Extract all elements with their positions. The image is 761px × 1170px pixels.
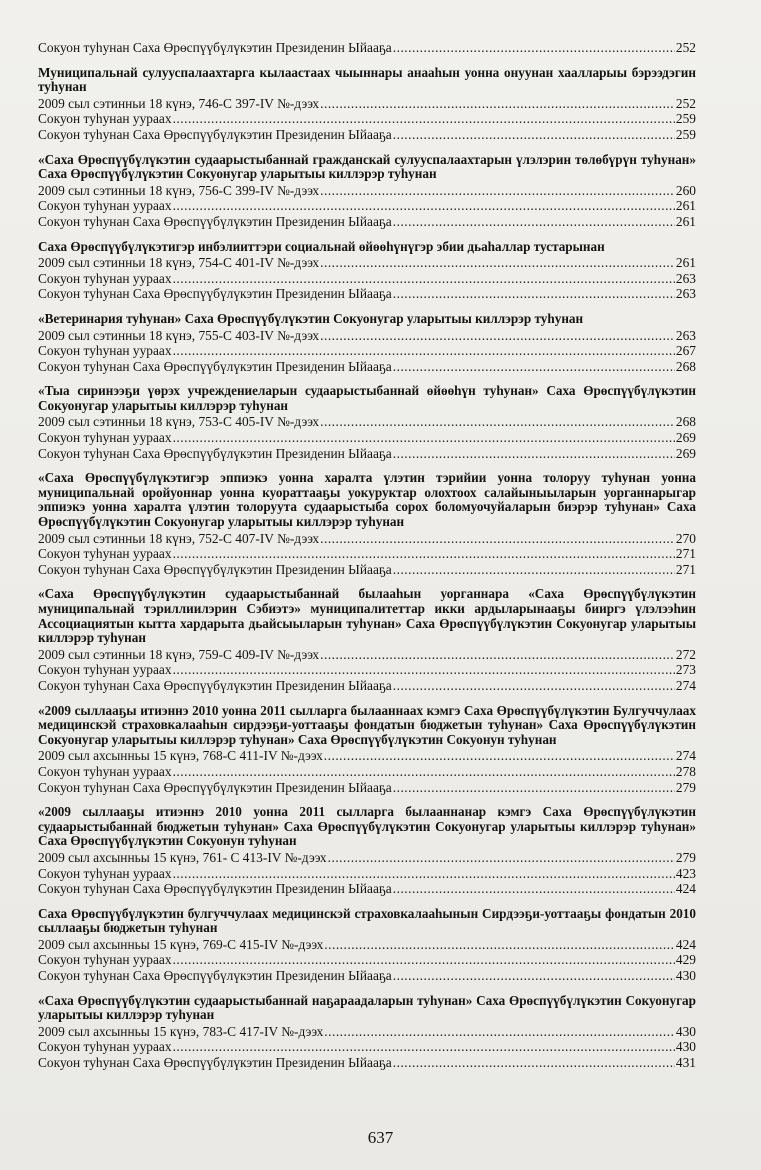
dot-leader [320, 414, 675, 430]
dot-leader [393, 359, 675, 375]
toc-entry [38, 255, 696, 271]
section-heading: «Саха Өрөспүүбүлүкэтин судаарыстыбаннай гражданскай сулууспалаахтарын үлэлэрин төлөбүрүн туһунан» Саха Өрөспүүбүлүкэтин Сокуонугар уларытыы киллэрэр туһунан [38, 151, 696, 182]
toc-entry-label: 2009 сыл сэтинньи 18 күнэ, 746-С 397-IV №-дээх [38, 95, 320, 111]
toc-entry-page: 424 [675, 936, 696, 952]
toc-entry-page: 423 [675, 865, 696, 881]
toc-entry-page: 272 [675, 646, 696, 662]
toc-entry-page: 263 [675, 286, 696, 302]
dot-leader [320, 96, 675, 112]
toc-entry [38, 430, 696, 446]
toc-entry-label: Сокуон туһунан Саха Өрөспүүбүлүкэтин Президенин Ыйааҕа [38, 358, 392, 374]
toc-entry [38, 678, 696, 694]
toc-entry-label: Сокуон туһунан уураах [38, 865, 172, 881]
section-heading: Муниципальнай сулууспалаахтарга кылаастаах чыыннары анааһын уонна онуунан хаалларыы бэрээдэгин туһунан [38, 64, 696, 95]
toc-entry [38, 446, 696, 462]
toc-entry [38, 748, 696, 764]
dot-leader [393, 678, 675, 694]
toc-entry-label: Сокуон туһунан уураах [38, 198, 172, 214]
toc-section [38, 907, 696, 984]
toc-entry-page: 430 [675, 1039, 696, 1055]
toc-entry-page: 274 [675, 748, 696, 764]
toc-entry-page: 268 [675, 414, 696, 430]
table-of-contents [38, 40, 696, 1071]
toc-entry-label: Сокуон туһунан уураах [38, 343, 172, 359]
toc-entry [38, 214, 696, 230]
toc-entry [38, 546, 696, 562]
toc-entry-page: 273 [675, 662, 696, 678]
dot-leader [320, 183, 675, 199]
toc-entry [38, 328, 696, 344]
section-heading: «Саха Өрөспүүбүлүкэтигэр эппиэкэ уонна харалта үлэтин тэрийии уонна толоруу туһунан уонна муниципальнай оройуоннар уонна куораттааҕы уокуруктар олохтоох салайыныыларын уорганнарыгар эппиэкэ уонна харалта үлэтин толоруута судаарыстыба сорох боломуочуйаларын биэрэр туһунан» Саха Өрөспүүбүлүкэтин Сокуонугар уларытыы киллэрэр туһунан [38, 470, 696, 530]
toc-entry-page: 269 [675, 430, 696, 446]
toc-entry-page: 267 [675, 343, 696, 359]
toc-entry-page: 268 [675, 358, 696, 374]
dot-leader [324, 748, 675, 764]
section-heading: «Саха Өрөспүүбүлүкэтин судаарыстыбаннай наҕараадаларын туһунан» Саха Өрөспүүбүлүкэтин Сокуонугар уларытыы киллэрэр туһунан [38, 992, 696, 1023]
dot-leader [324, 937, 675, 953]
toc-entry-label: 2009 сыл ахсынньы 15 күнэ, 768-С 411-IV №-дээх [38, 748, 323, 764]
toc-section [38, 805, 696, 897]
toc-entry-page: 430 [675, 968, 696, 984]
toc-entry-page: 261 [675, 255, 696, 271]
section-heading: Саха Өрөспүүбүлүкэтигэр инбэлииттэри социальнай өйөөһүнүгэр эбии дьаһаллар тустарынан [38, 238, 605, 254]
toc-entry-label: 2009 сыл сэтинньи 18 күнэ, 753-С 405-IV №-дээх [38, 414, 320, 430]
dot-leader [393, 40, 675, 56]
toc-entry-page: 279 [675, 779, 696, 795]
toc-entry [38, 111, 696, 127]
toc-entry [38, 127, 696, 143]
toc-section [38, 153, 696, 230]
toc-entry [38, 952, 696, 968]
toc-entry [38, 764, 696, 780]
section-heading: «Тыа сиринээҕи үөрэх учреждениеларын судаарыстыбаннай өйөөһүн туһунан» Саха Өрөспүүбүлүкэтин Сокуонугар уларытыы киллэрэр туһунан [38, 383, 696, 413]
toc-entry-label: 2009 сыл сэтинньи 18 күнэ, 755-С 403-IV №-дээх [38, 327, 320, 343]
toc-entry [38, 96, 696, 112]
dot-leader [173, 764, 675, 780]
dot-leader [393, 881, 675, 897]
section-heading: «2009 сыллааҕы итиэннэ 2010 уонна 2011 сылларга былааннанар кэмгэ Саха Өрөспүүбүлүкэтин судаарыстыбаннай бюджетын туһунан» Саха Өрөспүүбүлүкэтин Сокуонугар уларытыы киллэрэр туһунан» Саха Өрөспүүбүлүкэтин Сокуонун туһунан [38, 804, 696, 849]
dot-leader [393, 1055, 675, 1071]
dot-leader [173, 343, 675, 359]
dot-leader [173, 111, 675, 127]
dot-leader [320, 255, 675, 271]
dot-leader [173, 1039, 675, 1055]
toc-section [38, 312, 696, 374]
toc-entry-page: 260 [675, 182, 696, 198]
toc-entry [38, 183, 696, 199]
dot-leader [324, 1024, 675, 1040]
toc-entry [38, 780, 696, 796]
toc-entry-label: Сокуон туһунан уураах [38, 546, 172, 562]
toc-entry-label: Сокуон туһунан Саха Өрөспүүбүлүкэтин Президенин Ыйааҕа [38, 40, 392, 55]
toc-entry-page: 278 [675, 763, 696, 779]
section-heading: «Саха Өрөспүүбүлүкэтин судаарыстыбаннай былааһын уорганнара «Саха Өрөспүүбүлүкэтин муниципальнай тэриллиилэрин Сэбиэтэ» муниципалитеттар икки ардыларынааҕы бииргэ үлэлээһин Ассоциациятын кытта хардарыта дьайсыыларын туһунан» Саха Өрөспүүбүлүкэтин Сокуонугар уларытыы киллэрэр туһунан [38, 586, 696, 646]
toc-entry-label: Сокуон туһунан уураах [38, 430, 172, 446]
dot-leader [173, 198, 675, 214]
dot-leader [328, 850, 675, 866]
toc-entry-page: 429 [675, 952, 696, 968]
toc-entry-page: 261 [675, 213, 696, 229]
toc-entry-label: 2009 сыл сэтинньи 18 күнэ, 752-С 407-IV №-дээх [38, 530, 320, 546]
toc-entry [38, 1055, 696, 1071]
dot-leader [393, 286, 675, 302]
dot-leader [320, 531, 675, 547]
toc-entry [38, 881, 696, 897]
toc-section [38, 66, 696, 143]
dot-leader [393, 780, 675, 796]
toc-entry-label: Сокуон туһунан Саха Өрөспүүбүлүкэтин Президенин Ыйааҕа [38, 779, 392, 795]
dot-leader [173, 866, 675, 882]
toc-entry-label: Сокуон туһунан Саха Өрөспүүбүлүкэтин Президенин Ыйааҕа [38, 561, 392, 577]
toc-entry [38, 562, 696, 578]
dot-leader [320, 647, 675, 663]
toc-entry-label: Сокуон туһунан Саха Өрөспүүбүлүкэтин Президенин Ыйааҕа [38, 213, 392, 229]
toc-entry-page: 279 [675, 849, 696, 865]
toc-entry-page: 271 [675, 561, 696, 577]
toc-entry [38, 1024, 696, 1040]
toc-entry [38, 531, 696, 547]
toc-entry-page: 252 [675, 40, 696, 55]
toc-entry-label: Сокуон туһунан уураах [38, 1039, 172, 1055]
toc-section [38, 587, 696, 693]
toc-entry-label: Сокуон туһунан Саха Өрөспүүбүлүкэтин Президенин Ыйааҕа [38, 445, 392, 461]
toc-entry-label: Сокуон туһунан Саха Өрөспүүбүлүкэтин Президенин Ыйааҕа [38, 968, 392, 984]
toc-entry [38, 40, 696, 56]
toc-entry-label: Сокуон туһунан Саха Өрөспүүбүлүкэтин Президенин Ыйааҕа [38, 286, 392, 302]
toc-entry [38, 343, 696, 359]
toc-entry-page: 274 [675, 677, 696, 693]
toc-entry-label: 2009 сыл сэтинньи 18 күнэ, 759-С 409-IV №-дээх [38, 646, 320, 662]
toc-entry [38, 866, 696, 882]
toc-entry-page: 263 [675, 327, 696, 343]
toc-entry [38, 850, 696, 866]
dot-leader [173, 546, 675, 562]
toc-entry [38, 647, 696, 663]
dot-leader [320, 328, 675, 344]
toc-entry-label: Сокуон туһунан уураах [38, 952, 172, 968]
toc-entry-page: 252 [675, 95, 696, 111]
dot-leader [393, 562, 675, 578]
section-heading: «Ветеринария туһунан» Саха Өрөспүүбүлүкэтин Сокуонугар уларытыы киллэрэр туһунан [38, 310, 584, 326]
dot-leader [173, 430, 675, 446]
toc-entry-page: 269 [675, 445, 696, 461]
toc-entry-page: 259 [675, 111, 696, 127]
dot-leader [393, 446, 675, 462]
section-heading: «2009 сыллааҕы итиэннэ 2010 уонна 2011 сылларга былааннаах кэмгэ Саха Өрөспүүбүлүкэтин Булгуччулаах медицинскэй страховкалааһын сирдээҕи-уоттааҕы фондатын бюджетын туһунан» Саха Өрөспүүбүлүкэтин Сокуонугар уларытыы киллэрэр туһунан» Саха Өрөспүүбүлүкэтин Сокуонун туһунан [38, 702, 696, 747]
toc-entry [38, 286, 696, 302]
dot-leader [393, 127, 675, 143]
dot-leader [173, 271, 675, 287]
toc-entry [38, 359, 696, 375]
toc-entry-label: Сокуон туһунан уураах [38, 662, 172, 678]
toc-entry-label: 2009 сыл ахсынньы 15 күнэ, 769-С 415-IV №-дээх [38, 936, 324, 952]
dot-leader [173, 952, 675, 968]
toc-entry-label: 2009 сыл ахсынньы 15 күнэ, 783-С 417-IV №-дээх [38, 1023, 324, 1039]
toc-entry-label: 2009 сыл сэтинньи 18 күнэ, 754-С 401-IV №-дээх [38, 255, 320, 271]
toc-entry-label: 2009 сыл сэтинньи 18 күнэ, 756-С 399-IV №-дээх [38, 182, 320, 198]
toc-section [38, 471, 696, 577]
page-number: 637 [367, 1128, 394, 1147]
toc-entry-label: Сокуон туһунан Саха Өрөспүүбүлүкэтин Президенин Ыйааҕа [38, 677, 392, 693]
dot-leader [393, 968, 675, 984]
toc-entry-page: 271 [675, 546, 696, 562]
toc-section [38, 240, 696, 302]
toc-entry [38, 198, 696, 214]
toc-section [38, 704, 696, 796]
toc-entry-label: Сокуон туһунан уураах [38, 111, 172, 127]
toc-section [38, 994, 696, 1071]
dot-leader [393, 214, 675, 230]
toc-entry [38, 414, 696, 430]
toc-entry-page: 424 [675, 881, 696, 897]
toc-entry [38, 937, 696, 953]
toc-entry [38, 271, 696, 287]
toc-section [38, 384, 696, 461]
toc-entry-page: 431 [675, 1055, 696, 1071]
toc-entry-label: Сокуон туһунан уураах [38, 763, 172, 779]
toc-entry-label: Сокуон туһунан Саха Өрөспүүбүлүкэтин Президенин Ыйааҕа [38, 1055, 392, 1071]
dot-leader [173, 662, 675, 678]
toc-entry-page: 270 [675, 530, 696, 546]
section-heading: Саха Өрөспүүбүлүкэтин булгуччулаах медицинскэй страховкалааһынын Сирдээҕи-уоттааҕы фондатын 2010 сыллааҕы бюджетын туһунан [38, 905, 696, 936]
toc-entry-label: Сокуон туһунан уураах [38, 270, 172, 286]
toc-entry [38, 968, 696, 984]
toc-entry-label: 2009 сыл ахсынньы 15 күнэ, 761- С 413-IV №-дээх [38, 849, 327, 865]
toc-entry-page: 261 [675, 198, 696, 214]
toc-entry-label: Сокуон туһунан Саха Өрөспүүбүлүкэтин Президенин Ыйааҕа [38, 126, 392, 142]
toc-entry [38, 662, 696, 678]
toc-entry [38, 1039, 696, 1055]
toc-entry-page: 263 [675, 270, 696, 286]
toc-entry-page: 259 [675, 126, 696, 142]
toc-entry-page: 430 [675, 1023, 696, 1039]
toc-entry-label: Сокуон туһунан Саха Өрөспүүбүлүкэтин Президенин Ыйааҕа [38, 881, 392, 897]
